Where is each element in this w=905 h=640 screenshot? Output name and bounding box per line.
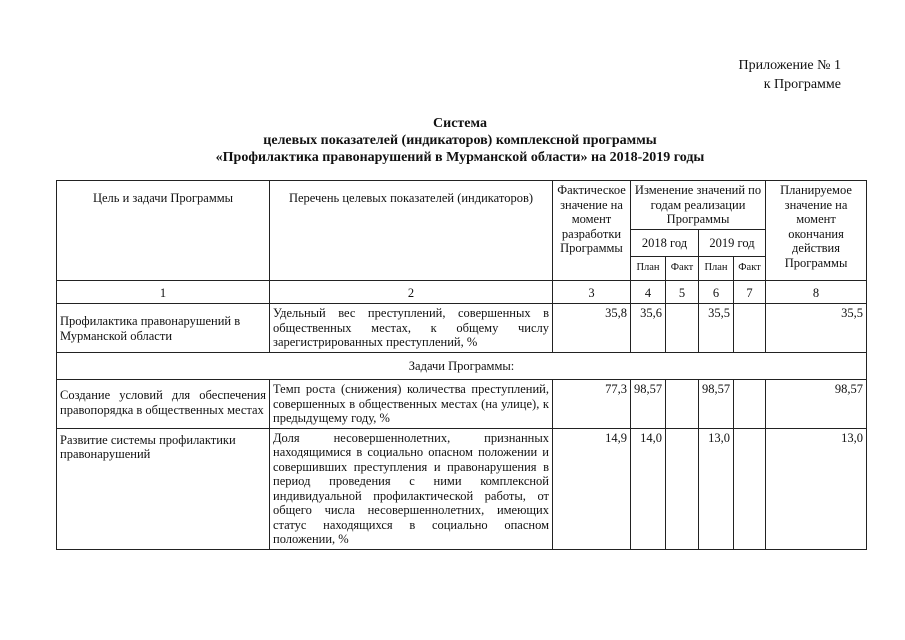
header-actual: Фактическое значение на момент разработки Программы bbox=[553, 181, 631, 281]
header-goal: Цель и задачи Программы bbox=[57, 181, 270, 281]
header-fact-2018: Факт bbox=[666, 257, 699, 281]
planned-value: 98,57 bbox=[766, 380, 867, 429]
goal-cell: Создание условий для обеспечения правопорядка в общественных местах bbox=[57, 380, 270, 429]
table-row bbox=[57, 380, 867, 429]
fact-2018-value bbox=[666, 428, 699, 549]
header-change: Изменение значений по годам реализации Программы bbox=[631, 181, 766, 230]
fact-2019-value bbox=[734, 428, 766, 549]
appendix-line-2: к Программе bbox=[763, 77, 841, 92]
header-year-2019: 2019 год bbox=[699, 229, 766, 257]
column-number: 3 bbox=[553, 280, 631, 304]
column-number: 4 bbox=[631, 280, 666, 304]
indicators-table bbox=[56, 180, 867, 550]
planned-value: 35,5 bbox=[766, 304, 867, 353]
plan-2018-value: 98,57 bbox=[631, 380, 666, 429]
plan-2019-value: 35,5 bbox=[699, 304, 734, 353]
column-number: 5 bbox=[666, 280, 699, 304]
plan-2018-value: 35,6 bbox=[631, 304, 666, 353]
goal-cell: Профилактика правонарушений в Мурманской области bbox=[57, 304, 270, 353]
plan-2019-value: 13,0 bbox=[699, 428, 734, 549]
header-indicators: Перечень целевых показателей (индикаторов) bbox=[270, 181, 553, 281]
plan-2018-value: 14,0 bbox=[631, 428, 666, 549]
fact-2019-value bbox=[734, 380, 766, 429]
plan-2019-value: 98,57 bbox=[699, 380, 734, 429]
header-row bbox=[57, 181, 867, 230]
title-line-2: целевых показателей (индикаторов) комплексной программы bbox=[263, 133, 657, 148]
column-number: 6 bbox=[699, 280, 734, 304]
header-fact-2019: Факт bbox=[734, 257, 766, 281]
indicator-cell: Удельный вес преступлений, совершенных в общественных местах, к общему числу зарегистрированных преступлений, % bbox=[270, 304, 553, 353]
document-title bbox=[180, 115, 740, 166]
actual-value: 77,3 bbox=[553, 380, 631, 429]
title-line-1: Система bbox=[433, 116, 487, 131]
goal-cell: Развитие системы профилактики правонарушений bbox=[57, 428, 270, 549]
actual-value: 14,9 bbox=[553, 428, 631, 549]
column-number: 8 bbox=[766, 280, 867, 304]
column-number: 1 bbox=[57, 280, 270, 304]
column-number: 7 bbox=[734, 280, 766, 304]
indicator-cell: Темп роста (снижения) количества преступлений, совершенных в общественных местах (на улице), к предыдущему году, % bbox=[270, 380, 553, 429]
table-row bbox=[57, 428, 867, 549]
section-title: Задачи Программы: bbox=[57, 352, 867, 380]
indicator-cell: Доля несовершеннолетних, признанных находящимися в социально опасном положении и совершивших преступления и правонарушения в период проведения с ними комплексной индивидуальной профилактической работы, от общего числа несовершеннолетних, имеющих статус находящихся в социально опасном положении, % bbox=[270, 428, 553, 549]
section-row bbox=[57, 352, 867, 380]
header-plan-2018: План bbox=[631, 257, 666, 281]
appendix-line-1: Приложение № 1 bbox=[738, 58, 841, 73]
fact-2018-value bbox=[666, 380, 699, 429]
header-plan-2019: План bbox=[699, 257, 734, 281]
column-number-row bbox=[57, 280, 867, 304]
header-year-2018: 2018 год bbox=[631, 229, 699, 257]
title-line-3: «Профилактика правонарушений в Мурманской области» на 2018-2019 годы bbox=[215, 150, 705, 165]
actual-value: 35,8 bbox=[553, 304, 631, 353]
fact-2019-value bbox=[734, 304, 766, 353]
planned-value: 13,0 bbox=[766, 428, 867, 549]
appendix-label bbox=[739, 56, 842, 94]
fact-2018-value bbox=[666, 304, 699, 353]
column-number: 2 bbox=[270, 280, 553, 304]
table-row bbox=[57, 304, 867, 353]
header-planned: Планируемое значение на момент окончания действия Программы bbox=[766, 181, 867, 281]
